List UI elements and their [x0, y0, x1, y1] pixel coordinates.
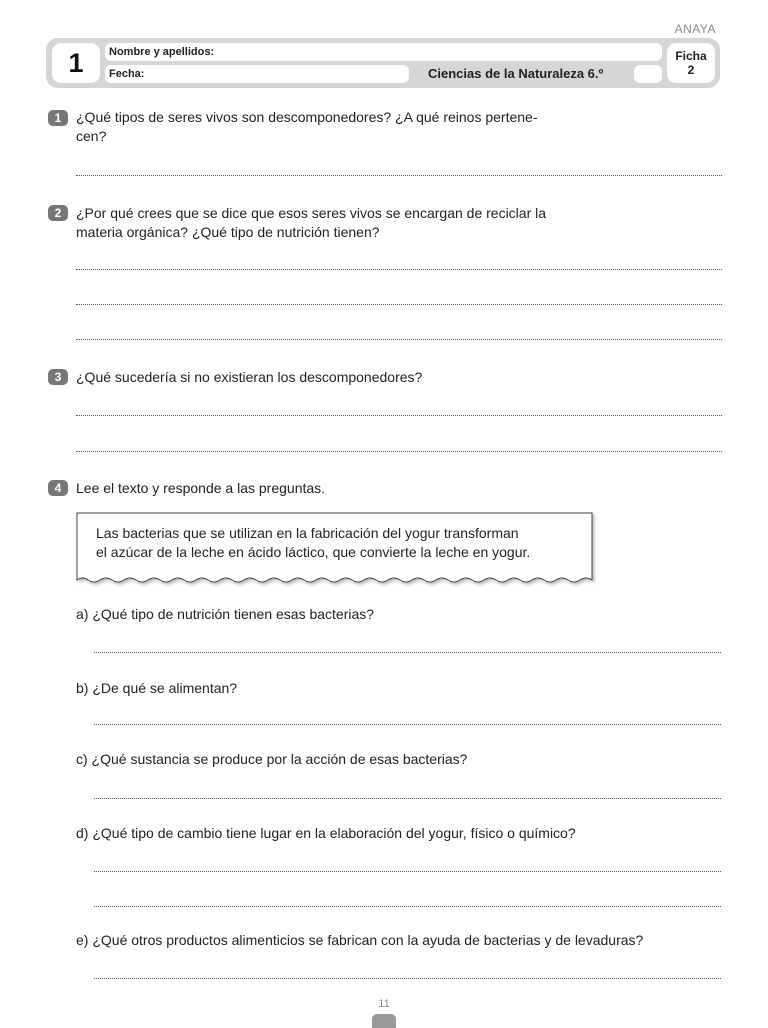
- sub-question-e: e) ¿Qué otros productos alimenticios se fabrican con la ayuda de bacterias y de levaduras?: [76, 932, 644, 948]
- publisher-logo: ANAYA: [674, 22, 716, 36]
- reading-text: [96, 524, 586, 562]
- question-3-text: ¿Qué sucedería si no existieran los descomponedores?: [76, 369, 423, 385]
- question-1-text: [76, 108, 537, 146]
- page-number: 11: [378, 998, 390, 1010]
- reading-text-line-1: Las bacterias que se utilizan en la fabricación del yogur transforman: [96, 525, 519, 541]
- answer-line-d2[interactable]: [94, 906, 721, 907]
- question-2-line-2: materia orgánica? ¿Qué tipo de nutrición tienen?: [76, 224, 380, 240]
- question-4-text: Lee el texto y responde a las preguntas.: [76, 480, 326, 496]
- answer-line-c[interactable]: [94, 798, 721, 799]
- ficha-label: Ficha: [675, 49, 707, 63]
- sub-question-a: a) ¿Qué tipo de nutrición tienen esas bacterias?: [76, 606, 375, 622]
- question-2-text: [76, 204, 546, 242]
- answer-line-e[interactable]: [94, 978, 721, 979]
- sub-question-b: b) ¿De qué se alimentan?: [76, 680, 238, 696]
- page-tab: [372, 1014, 396, 1028]
- question-2-line-1: ¿Por qué crees que se dice que esos seres vivos se encargan de reciclar la: [76, 205, 547, 221]
- answer-line-3b[interactable]: [76, 451, 722, 452]
- ficha-number: 2: [687, 63, 695, 77]
- question-1-line-2: cen?: [76, 128, 107, 144]
- answer-line-1[interactable]: [76, 175, 722, 176]
- question-3-number: 3: [48, 369, 68, 385]
- answer-line-b[interactable]: [94, 724, 721, 725]
- question-1-number: 1: [48, 110, 68, 126]
- question-4-number: 4: [48, 480, 68, 496]
- answer-line-2b[interactable]: [76, 304, 722, 305]
- answer-line-d1[interactable]: [94, 871, 721, 872]
- answer-line-2a[interactable]: [76, 269, 722, 270]
- date-field[interactable]: Fecha:: [105, 65, 409, 83]
- reading-text-box: [76, 512, 596, 588]
- question-2-number: 2: [48, 205, 68, 221]
- ficha-badge: [667, 43, 715, 83]
- sub-question-d: d) ¿Qué tipo de cambio tiene lugar en la elaboración del yogur, físico o químico?: [76, 825, 576, 841]
- answer-line-3a[interactable]: [76, 415, 722, 416]
- sub-question-c: c) ¿Qué sustancia se produce por la acción de esas bacterias?: [76, 751, 468, 767]
- answer-line-2c[interactable]: [76, 339, 722, 340]
- class-field[interactable]: [634, 65, 662, 83]
- subject-title: Ciencias de la Naturaleza 6.º: [428, 66, 604, 81]
- question-1-line-1: ¿Qué tipos de seres vivos son descomponedores? ¿A qué reinos pertene-: [76, 109, 538, 125]
- answer-line-a[interactable]: [94, 652, 721, 653]
- unit-number: 1: [52, 43, 100, 83]
- reading-text-line-2: el azúcar de la leche en ácido láctico, que convierte la leche en yogur.: [96, 544, 531, 560]
- name-field[interactable]: Nombre y apellidos:: [105, 43, 662, 61]
